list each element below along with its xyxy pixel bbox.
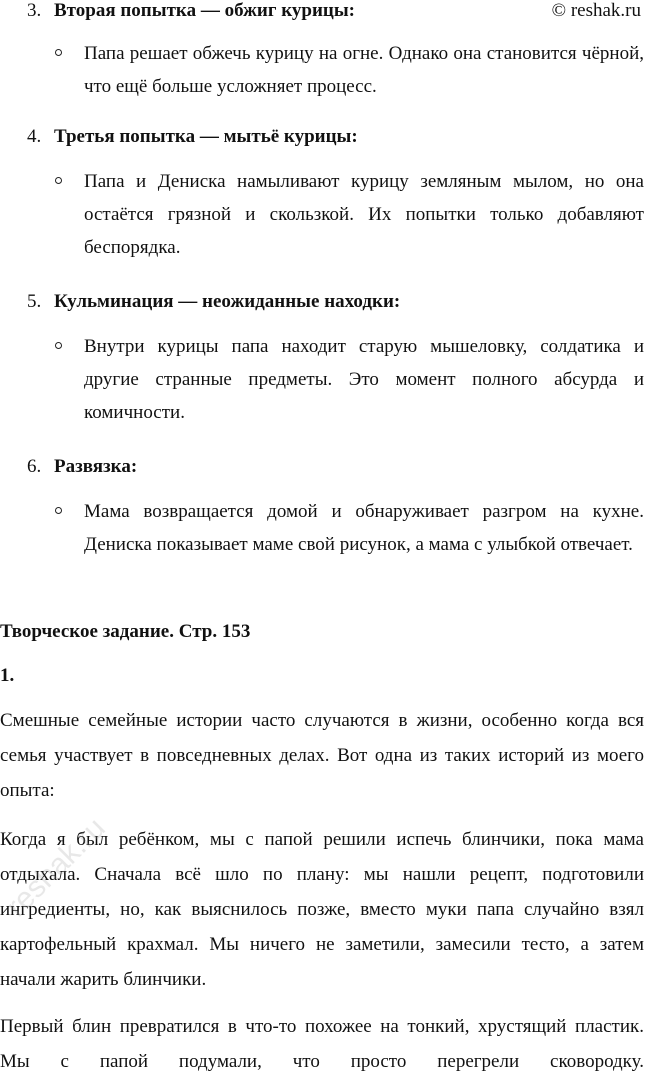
- sub-list-item: [55, 330, 644, 429]
- sub-list-item: [55, 165, 644, 264]
- sub-list-item-text: Внутри курицы папа находит старую мышеловку, солдатика и другие странные предметы. Это момент полного абсурда и комичности.: [84, 336, 644, 423]
- list-item-heading: [27, 291, 400, 313]
- list-item-heading: [27, 126, 358, 148]
- paragraph: Смешные семейные истории часто случаются в жизни, особенно когда вся семья участвует в повседневных делах. Вот одна из таких историй из моего опыта:: [0, 710, 644, 801]
- sub-list-item-text: Мама возвращается домой и обнаруживает разгром на кухне. Дениска показывает маме свой рисунок, а мама с улыбкой отвечает.: [84, 501, 644, 555]
- list-item-title: Третья попытка — мытьё курицы:: [54, 126, 358, 147]
- paragraph: Когда я был ребёнком, мы с папой решили испечь блинчики, пока мама отдыхала. Сначала всё шло по плану: мы нашли рецепт, подготовили ингредиенты, но, как выяснилось позже, вместо муки папа случайно взял картофельный крахмал. Мы ничего не заметили, замесили тесто, а затем начали жарить блинчики.: [0, 829, 644, 990]
- list-item-number: 4.: [27, 126, 42, 147]
- list-item-number: 3.: [27, 0, 42, 21]
- list-item-title: Кульминация — неожиданные находки:: [54, 291, 401, 312]
- sub-list-item-text: Папа решает обжечь курицу на огне. Однако она становится чёрной, что ещё больше усложняет процесс.: [84, 43, 644, 97]
- list-item-heading: [27, 456, 137, 478]
- list-item-number: 5.: [27, 291, 42, 312]
- watermark-text: © reshak.ru: [551, 0, 641, 21]
- circle-bullet-icon: [55, 507, 62, 514]
- sub-list-item-text: Папа и Дениска намыливают курицу земляным мылом, но она остаётся грязной и скользкой. Их попытки только добавляют беспорядка.: [84, 171, 644, 258]
- circle-bullet-icon: [55, 49, 62, 56]
- list-item-title: Развязка:: [54, 456, 138, 477]
- watermark-diagonal: reshak.ru: [0, 811, 112, 924]
- task-number: 1.: [0, 665, 15, 686]
- list-item-number: 6.: [27, 456, 42, 477]
- list-item-title: Вторая попытка — обжиг курицы:: [54, 0, 356, 21]
- sub-list-item: [55, 495, 644, 561]
- list-item-heading: [27, 0, 355, 22]
- paragraph: Первый блин превратился в что-то похожее на тонкий, хрустящий пластик. Мы с папой подумали, что просто перегрели сковородку.: [0, 1016, 644, 1072]
- circle-bullet-icon: [55, 177, 62, 184]
- sub-list-item: [55, 37, 644, 103]
- section-title: Творческое задание. Стр. 153: [0, 621, 251, 642]
- circle-bullet-icon: [55, 342, 62, 349]
